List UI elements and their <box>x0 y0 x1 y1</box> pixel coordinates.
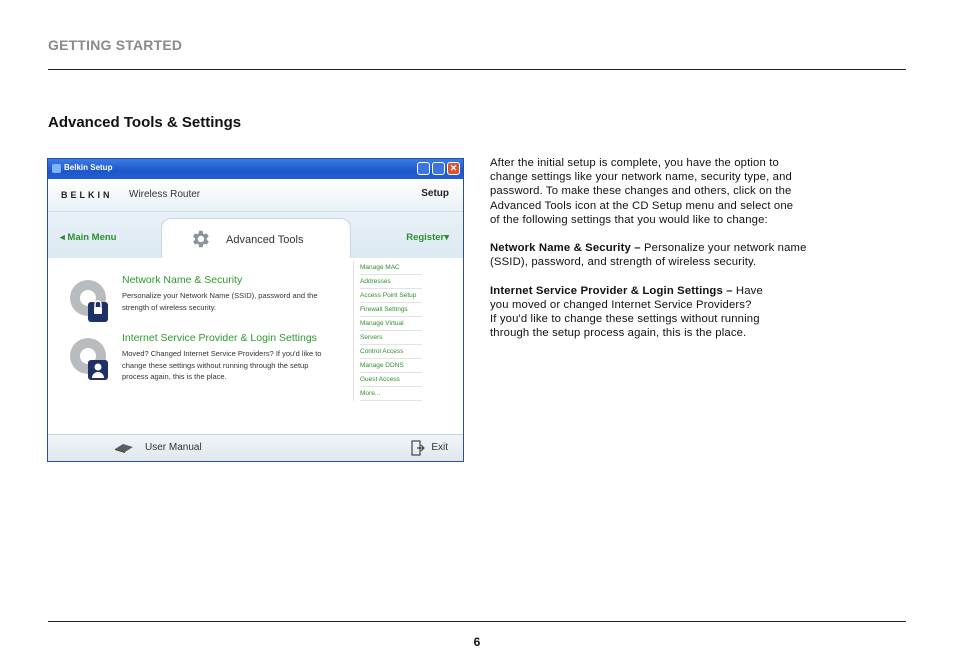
gear-icon <box>189 228 211 250</box>
item-term: Internet Service Provider & Login Settings – <box>490 284 733 297</box>
side-link[interactable]: Manage MAC <box>360 261 422 275</box>
belkin-setup-screenshot <box>47 158 464 462</box>
page-number: 6 <box>473 635 481 649</box>
brand-logo: BELKIN <box>61 190 113 200</box>
item-line <box>490 284 870 298</box>
register-link[interactable]: Register▾ <box>406 232 449 243</box>
intro-line: Advanced Tools icon at the CD Setup menu and select one <box>490 199 794 212</box>
brand-bar <box>48 179 463 212</box>
brand-subtitle: Wireless Router <box>129 189 201 200</box>
body-text <box>490 156 870 355</box>
intro-line: of the following settings that you would like to change: <box>490 213 768 226</box>
side-link[interactable]: More... <box>360 387 422 401</box>
side-link[interactable]: Guest Access <box>360 373 422 387</box>
item-line: you moved or changed Internet Service Providers? <box>490 299 752 311</box>
setup-label: Setup <box>421 188 449 199</box>
side-link[interactable]: Addresses <box>360 275 422 289</box>
lock-icon <box>64 274 114 326</box>
user-manual-link[interactable]: User Manual <box>145 442 202 453</box>
network-security-paragraph <box>490 241 870 269</box>
tab-advanced-tools[interactable] <box>161 218 351 261</box>
close-button[interactable]: ✕ <box>447 162 460 175</box>
intro-line: After the initial setup is complete, you have the option to <box>490 157 779 169</box>
feature-description: Personalize your Network Name (SSID), password and the strength of wireless security. <box>122 291 318 312</box>
side-link[interactable]: Firewall Settings <box>360 303 422 317</box>
side-link[interactable]: Servers <box>360 331 422 345</box>
side-link[interactable]: Access Point Setup <box>360 289 422 303</box>
minimize-button[interactable] <box>417 162 430 175</box>
top-divider <box>48 69 906 70</box>
intro-paragraph <box>490 156 870 227</box>
feature-title: Network Name & Security <box>122 274 243 286</box>
user-icon <box>64 332 114 384</box>
item-line: If you'd like to change these settings without running <box>490 313 760 326</box>
tools-content <box>48 258 463 436</box>
tab-label: Advanced Tools <box>226 234 304 246</box>
side-link[interactable]: Manage Virtual <box>360 317 422 331</box>
window-title: Belkin Setup <box>64 163 113 172</box>
bottom-divider <box>48 621 906 622</box>
item-line: through the setup process again, this is the place. <box>490 327 747 340</box>
main-menu-link[interactable]: ◂ Main Menu <box>60 232 117 243</box>
item-line <box>490 241 870 255</box>
side-link[interactable]: Manage DDNS <box>360 359 422 373</box>
side-link[interactable]: Control Access <box>360 345 422 359</box>
item-text: Personalize your network name <box>640 242 807 255</box>
item-text: Have <box>732 284 763 297</box>
book-icon <box>114 443 134 453</box>
intro-line: change settings like your network name, security type, and <box>490 171 792 184</box>
exit-icon <box>411 440 425 456</box>
side-links <box>353 261 422 401</box>
window-footer <box>48 434 463 461</box>
feature-description: Moved? Changed Internet Service Providers? If you'd like to change these settings without running through the setup process again, this is the place. <box>122 349 322 381</box>
exit-link[interactable]: Exit <box>431 442 448 453</box>
item-term: Network Name & Security – <box>490 242 641 255</box>
section-label: GETTING STARTED <box>48 37 183 53</box>
window-titlebar <box>48 159 463 179</box>
item-line: (SSID), password, and strength of wireless security. <box>490 256 757 269</box>
nav-row <box>48 212 463 258</box>
app-icon <box>52 164 61 173</box>
maximize-button[interactable] <box>432 162 445 175</box>
intro-line: password. To make these changes and others, click on the <box>490 185 792 198</box>
page-heading: Advanced Tools & Settings <box>48 114 242 131</box>
feature-title: Internet Service Provider & Login Settings <box>122 332 317 344</box>
isp-login-paragraph <box>490 284 870 341</box>
